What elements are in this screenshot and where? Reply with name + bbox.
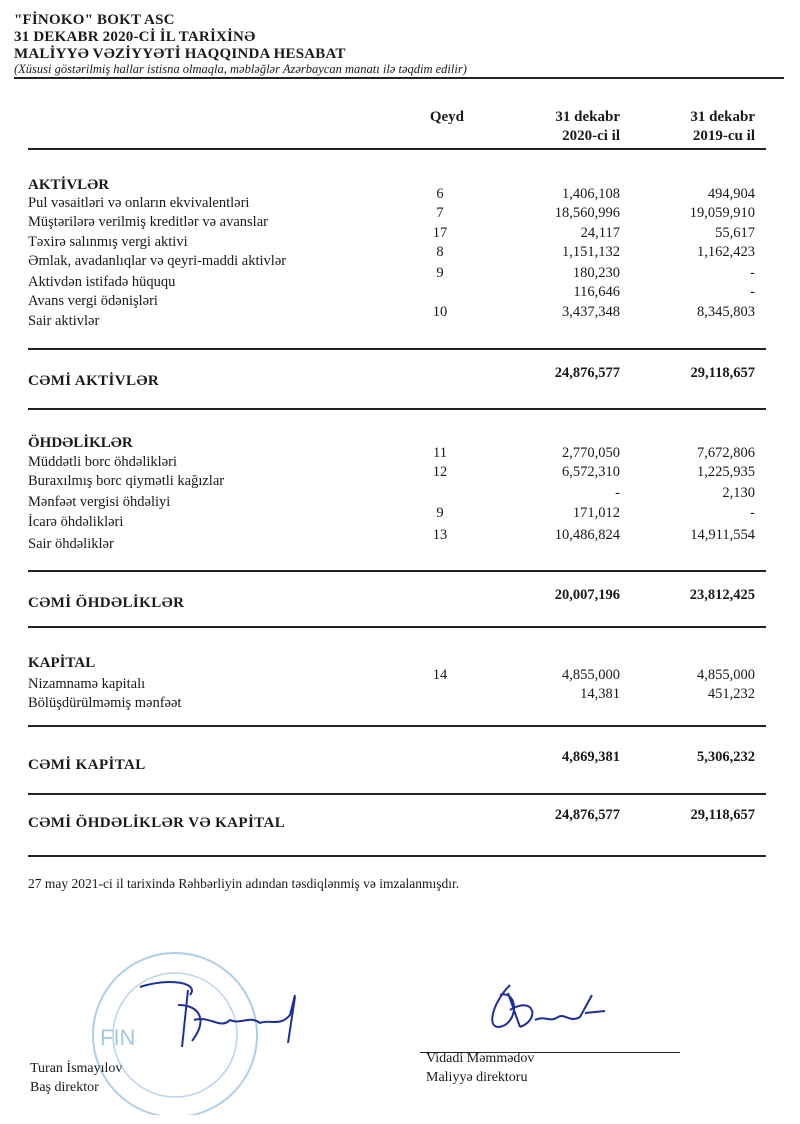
row-label: Avans vergi ödənişləri xyxy=(28,293,158,309)
assets-total-2020: 24,876,577 xyxy=(554,365,620,381)
row-value-2019: 494,904 xyxy=(707,186,755,202)
row-note: 14 xyxy=(432,667,448,683)
row-value-2020: 6,572,310 xyxy=(562,464,620,480)
report-title: MALİYYƏ VƏZİYYƏTİ HAQQINDA HESABAT xyxy=(14,46,346,62)
row-value-2020: 4,855,000 xyxy=(562,667,620,683)
report-subtitle: (Xüsusi göstərilmiş hallar istisna olmaqla, məbləğlər Azərbaycan manatı ilə təqdim edilir) xyxy=(14,62,467,76)
row-note: 11 xyxy=(433,445,447,461)
row-value-2019: - xyxy=(750,265,755,281)
equity-total-2020: 4,869,381 xyxy=(562,749,620,765)
row-value-2019: 451,232 xyxy=(707,686,755,702)
col-2020-line1: 31 dekabr xyxy=(555,109,620,125)
signatory-cfo xyxy=(426,1049,534,1087)
row-value-2019: 8,345,803 xyxy=(697,304,755,320)
row-label: Pul vəsaitləri və onların ekvivalentləri xyxy=(28,195,250,211)
signatory-position: Maliyyə direktoru xyxy=(426,1070,528,1085)
divider xyxy=(28,725,766,727)
row-value-2019: - xyxy=(750,505,755,521)
row-note: 8 xyxy=(436,244,444,260)
row-label: Mənfəət vergisi öhdəliyi xyxy=(28,494,171,510)
row-note: 7 xyxy=(436,205,444,221)
signature-ceo xyxy=(130,975,310,1055)
row-label: Aktivdən istifadə hüququ xyxy=(28,274,176,290)
col-2020-line2: 2020-ci il xyxy=(562,128,620,144)
col-note-header: Qeyd xyxy=(429,109,464,125)
row-value-2019: 55,617 xyxy=(715,225,755,241)
row-value-2019: 19,059,910 xyxy=(689,205,755,221)
signature-cfo xyxy=(480,975,630,1045)
assets-heading: AKTİVLƏR xyxy=(28,177,110,193)
assets-total-2019: 29,118,657 xyxy=(690,365,755,381)
divider xyxy=(28,793,766,795)
row-value-2020: 1,406,108 xyxy=(562,186,620,202)
row-label: İcarə öhdəlikləri xyxy=(28,514,124,530)
company-name: "FİNOKO" BOKT ASC xyxy=(14,12,175,28)
equity-heading: KAPİTAL xyxy=(28,655,96,671)
row-value-2020: 3,437,348 xyxy=(562,304,620,320)
signatory-ceo xyxy=(30,1059,122,1097)
row-value-2019: 7,672,806 xyxy=(697,445,755,461)
row-value-2020: 24,117 xyxy=(580,225,620,241)
row-note: 10 xyxy=(432,304,448,320)
row-value-2019: 14,911,554 xyxy=(690,527,755,543)
row-value-2020: 2,770,050 xyxy=(562,445,620,461)
divider xyxy=(28,408,766,410)
signatory-name: Turan İsmayılov xyxy=(30,1061,123,1076)
row-label: Sair aktivlər xyxy=(28,313,100,329)
equity-total-label: CƏMİ KAPİTAL xyxy=(28,757,146,773)
row-value-2020: 180,230 xyxy=(572,265,620,281)
row-value-2020: 171,012 xyxy=(572,505,620,521)
col-2019-line1: 31 dekabr xyxy=(690,109,755,125)
row-value-2019: 2,130 xyxy=(722,485,755,501)
assets-total-label: CƏMİ AKTİVLƏR xyxy=(28,373,160,389)
report-date: 31 DEKABR 2020-Cİ İL TARİXİNƏ xyxy=(14,29,256,45)
row-value-2020: - xyxy=(615,485,620,501)
row-value-2019: - xyxy=(750,284,755,300)
row-value-2020: 116,646 xyxy=(573,284,620,300)
row-value-2020: 14,381 xyxy=(580,686,620,702)
equity-total-2019: 5,306,232 xyxy=(697,749,755,765)
row-note: 9 xyxy=(436,505,444,521)
row-note: 12 xyxy=(432,464,448,480)
col-2019-header xyxy=(635,108,755,146)
row-label: Əmlak, avadanlıqlar və qeyri-maddi aktivlər xyxy=(28,253,287,269)
row-label: Müştərilərə verilmiş kreditlər və avanslar xyxy=(28,214,268,230)
liabilities-total-label: CƏMİ ÖHDƏLİKLƏR xyxy=(28,595,185,611)
row-value-2019: 1,162,423 xyxy=(697,244,755,260)
row-note: 17 xyxy=(432,225,448,241)
row-label: Təxirə salınmış vergi aktivi xyxy=(28,234,188,250)
row-value-2019: 1,225,935 xyxy=(697,464,755,480)
row-label: Müddətli borc öhdəlikləri xyxy=(28,454,177,470)
row-label: Sair öhdəliklər xyxy=(28,536,114,552)
row-note: 13 xyxy=(432,527,448,543)
col-2019-line2: 2019-cu il xyxy=(692,128,755,144)
divider xyxy=(28,626,766,628)
grand-total-2019: 29,118,657 xyxy=(690,807,755,823)
row-label: Buraxılmış borc qiymətli kağızlar xyxy=(28,473,225,489)
row-label: Bölüşdürülməmiş mənfəət xyxy=(28,695,182,711)
divider xyxy=(14,77,784,79)
divider xyxy=(28,348,766,350)
row-label: Nizamnamə kapitalı xyxy=(28,676,146,692)
row-value-2019: 4,855,000 xyxy=(697,667,755,683)
liabilities-total-2019: 23,812,425 xyxy=(689,587,755,603)
row-value-2020: 1,151,132 xyxy=(562,244,620,260)
row-value-2020: 10,486,824 xyxy=(554,527,620,543)
row-value-2020: 18,560,996 xyxy=(554,205,620,221)
col-2020-header xyxy=(500,108,620,146)
row-note: 9 xyxy=(436,265,444,281)
grand-total-label: CƏMİ ÖHDƏLİKLƏR VƏ KAPİTAL xyxy=(28,815,286,831)
liabilities-heading: ÖHDƏLİKLƏR xyxy=(28,435,133,451)
divider xyxy=(28,148,766,150)
grand-total-2020: 24,876,577 xyxy=(554,807,620,823)
svg-text:FIN: FIN xyxy=(100,1025,136,1050)
approval-statement: 27 may 2021-ci il tarixində Rəhbərliyin adından təsdiqlənmiş və imzalanmışdır. xyxy=(28,876,460,891)
row-note: 6 xyxy=(436,186,444,202)
divider xyxy=(28,570,766,572)
divider xyxy=(28,855,766,857)
liabilities-total-2020: 20,007,196 xyxy=(554,587,620,603)
signatory-name: Vidadi Məmmədov xyxy=(426,1051,535,1066)
signatory-position: Baş direktor xyxy=(30,1080,99,1095)
